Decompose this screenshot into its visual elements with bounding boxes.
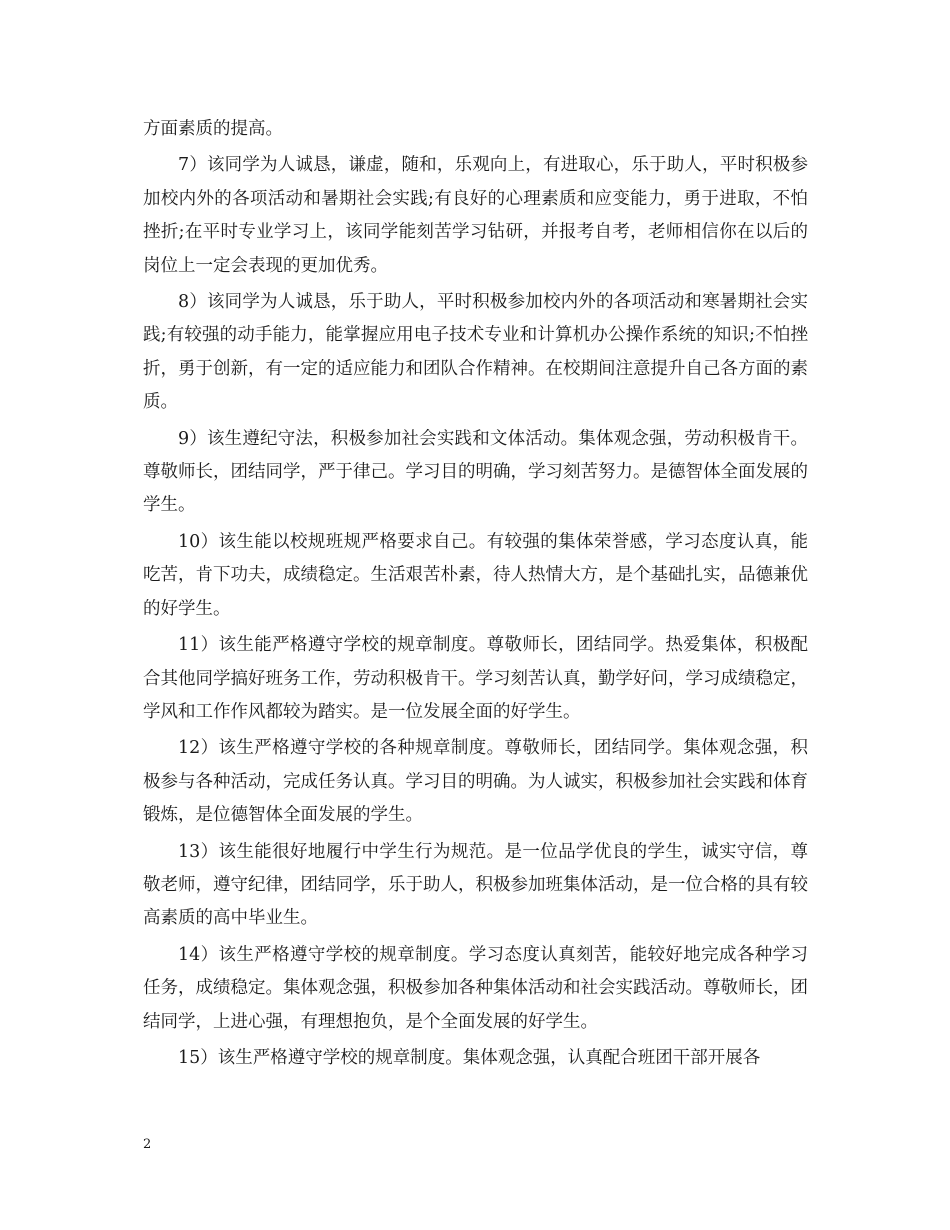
paragraph-13: 13）该生能很好地履行中学生行为规范。是一位品学优良的学生，诚实守信，尊敬老师，遵守纪律，团结同学，乐于助人，积极参加班集体活动，是一位合格的具有较高素质的高中毕业生。	[143, 841, 808, 929]
paragraph-8: 8）该同学为人诚恳，乐于助人，平时积极参加校内外的各项活动和寒暑期社会实践;有较强的动手能力，能掌握应用电子技术专业和计算机办公操作系统的知识;不怕挫折，勇于创新，有一定的适应能力和团队合作精神。在校期间注意提升自己各方面的素质。	[143, 292, 808, 413]
paragraph-12: 12）该生严格遵守学校的各种规章制度。尊敬师长，团结同学。集体观念强，积极参与各种活动，完成任务认真。学习目的明确。为人诚实，积极参加社会实践和体育锻炼，是位德智体全面发展的学生。	[143, 738, 808, 826]
paragraph-7: 7）该同学为人诚恳，谦虚，随和，乐观向上，有进取心，乐于助人，平时积极参加校内外的各项活动和暑期社会实践;有良好的心理素质和应变能力，勇于进取，不怕挫折;在平时专业学习上，该同学能刻苦学习钻研，并报考自考，老师相信你在以后的岗位上一定会表现的更加优秀。	[143, 155, 808, 276]
paragraph-15: 15）该生严格遵守学校的规章制度。集体观念强，认真配合班团干部开展各	[178, 1047, 761, 1068]
paragraph-11: 11）该生能严格遵守学校的规章制度。尊敬师长，团结同学。热爱集体，积极配合其他同学搞好班务工作，劳动积极肯干。学习刻苦认真，勤学好问，学习成绩稳定，学风和工作作风都较为踏实。是一位发展全面的好学生。	[143, 635, 808, 722]
paragraph-continuation: 方面素质的提高。	[143, 119, 283, 139]
paragraph-14: 14）该生严格遵守学校的规章制度。学习态度认真刻苦，能较好地完成各种学习任务，成绩稳定。集体观念强，积极参加各种集体活动和社会实践活动。尊敬师长，团结同学，上进心强，有理想抱负，是个全面发展的好学生。	[143, 944, 808, 1032]
page-number: 2	[143, 1137, 152, 1152]
document-body	[143, 113, 808, 1078]
paragraph-10: 10）该生能以校规班规严格要求自己。有较强的集体荣誉感，学习态度认真，能吃苦，肯下功夫，成绩稳定。生活艰苦朴素，待人热情大方，是个基础扎实，品德兼优的好学生。	[143, 531, 808, 619]
paragraph-9: 9）该生遵纪守法，积极参加社会实践和文体活动。集体观念强，劳动积极肯干。尊敬师长，团结同学，严于律己。学习目的明确，学习刻苦努力。是德智体全面发展的学生。	[143, 428, 808, 516]
